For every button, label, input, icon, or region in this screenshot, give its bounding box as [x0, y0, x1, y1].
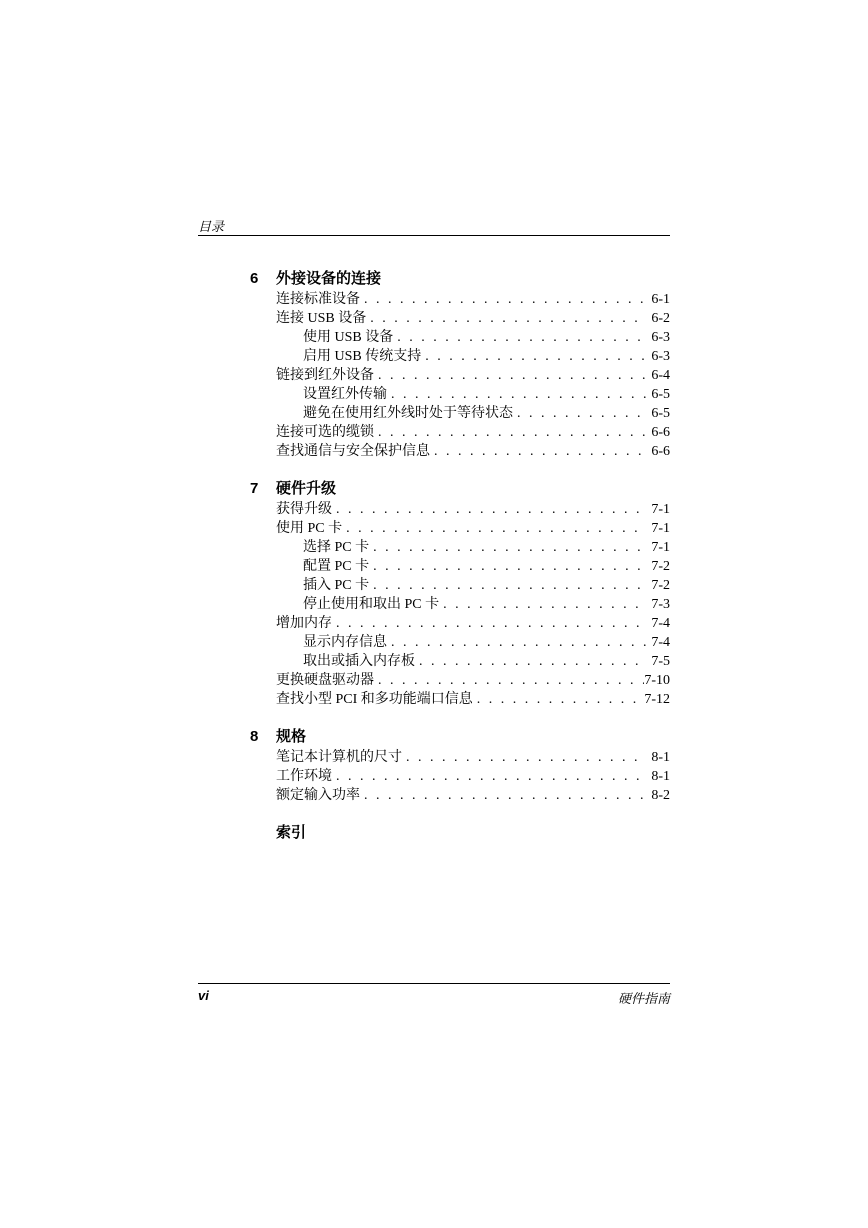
- toc-entry-title: 选择 PC 卡: [303, 540, 370, 555]
- toc-entry[interactable]: [303, 557, 670, 576]
- toc-entry[interactable]: [303, 538, 670, 557]
- toc-entry[interactable]: [303, 595, 670, 614]
- toc-entry-page: 7-2: [651, 559, 670, 574]
- toc-entry-title: 额定输入功率: [276, 788, 360, 803]
- toc-entry-title: 连接 USB 设备: [276, 311, 367, 326]
- toc-entry[interactable]: [303, 652, 670, 671]
- dot-leader: [430, 442, 646, 461]
- chapter-title: 规格: [276, 728, 307, 745]
- toc-entry-title: 获得升级: [276, 502, 332, 517]
- toc-entry-title: 使用 USB 设备: [303, 330, 394, 345]
- toc-entry-title: 工作环境: [276, 769, 332, 784]
- toc-entry[interactable]: [276, 671, 670, 690]
- toc-entry[interactable]: [303, 404, 670, 423]
- toc-entry-page: 6-1: [651, 292, 670, 307]
- chapter-section: [250, 268, 670, 461]
- toc-entry[interactable]: [276, 290, 670, 309]
- toc-entry[interactable]: [276, 519, 670, 538]
- toc-entry-page: 7-4: [651, 616, 670, 631]
- dot-leader: [421, 347, 646, 366]
- chapter-number: 7: [250, 480, 259, 497]
- dot-leader: [387, 633, 646, 652]
- chapter-heading[interactable]: [250, 268, 670, 290]
- toc-entry[interactable]: [276, 500, 670, 519]
- dot-leader: [332, 500, 646, 519]
- toc-entry-title: 设置红外传输: [303, 387, 387, 402]
- dot-leader: [342, 519, 646, 538]
- chapter-number: [250, 822, 276, 844]
- toc-entry-page: 8-1: [651, 750, 670, 765]
- dot-leader: [369, 576, 646, 595]
- toc-entry[interactable]: [276, 786, 670, 805]
- toc-entry-page: 7-5: [651, 654, 670, 669]
- chapter-number: 6: [250, 270, 259, 287]
- toc-entry-page: 7-1: [651, 521, 670, 536]
- dot-leader: [332, 614, 646, 633]
- toc-entry[interactable]: [276, 614, 670, 633]
- page-number: vi: [198, 988, 209, 1003]
- toc-entry[interactable]: [276, 442, 670, 461]
- dot-leader: [332, 767, 646, 786]
- chapter-heading[interactable]: [250, 726, 670, 748]
- toc-entry-title: 取出或插入内存板: [303, 654, 415, 669]
- chapter-section: [250, 822, 670, 844]
- chapter-title: 硬件升级: [276, 480, 337, 497]
- running-header: 目录: [198, 219, 225, 234]
- chapter-number: 8: [250, 728, 259, 745]
- toc-entry-title: 链接到红外设备: [276, 368, 374, 383]
- toc-entry-page: 6-2: [651, 311, 670, 326]
- toc-entry[interactable]: [303, 347, 670, 366]
- toc-entry[interactable]: [276, 423, 670, 442]
- toc-entry[interactable]: [303, 633, 670, 652]
- toc-entry-page: 6-6: [651, 425, 670, 440]
- toc-entry-page: 7-4: [651, 635, 670, 650]
- toc-entry-title: 连接可选的缆锁: [276, 425, 374, 440]
- toc-entry[interactable]: [276, 748, 670, 767]
- toc-entry-page: 6-5: [651, 387, 670, 402]
- chapter-title: 外接设备的连接: [276, 270, 382, 287]
- footer-rule: [198, 983, 670, 984]
- dot-leader: [387, 385, 646, 404]
- toc-entry-title: 插入 PC 卡: [303, 578, 370, 593]
- toc-entry-page: 7-1: [651, 502, 670, 517]
- toc-entry-page: 7-10: [644, 673, 670, 688]
- dot-leader: [402, 748, 646, 767]
- toc-entry-title: 配置 PC 卡: [303, 559, 370, 574]
- toc-entry[interactable]: [276, 767, 670, 786]
- dot-leader: [360, 290, 646, 309]
- table-of-contents: [250, 268, 670, 861]
- dot-leader: [360, 786, 646, 805]
- dot-leader: [473, 690, 645, 709]
- chapter-section: [250, 478, 670, 709]
- toc-entry-title: 连接标准设备: [276, 292, 360, 307]
- toc-entry[interactable]: [303, 328, 670, 347]
- toc-entry[interactable]: [276, 690, 670, 709]
- toc-entry-title: 启用 USB 传统支持: [303, 349, 422, 364]
- toc-entry-page: 7-2: [651, 578, 670, 593]
- toc-entry-title: 查找通信与安全保护信息: [276, 444, 430, 459]
- toc-entry-title: 更换硬盘驱动器: [276, 673, 374, 688]
- dot-leader: [369, 538, 646, 557]
- toc-entry-title: 使用 PC 卡: [276, 521, 343, 536]
- book-title: 硬件指南: [617, 991, 670, 1006]
- dot-leader: [415, 652, 646, 671]
- header-rule: [198, 235, 670, 236]
- toc-entry-page: 6-6: [651, 444, 670, 459]
- toc-entry-page: 7-12: [644, 692, 670, 707]
- dot-leader: [439, 595, 646, 614]
- chapter-heading[interactable]: [250, 478, 670, 500]
- dot-leader: [369, 557, 646, 576]
- dot-leader: [366, 309, 646, 328]
- dot-leader: [513, 404, 646, 423]
- toc-entry-title: 显示内存信息: [303, 635, 387, 650]
- dot-leader: [374, 423, 646, 442]
- toc-entry[interactable]: [303, 576, 670, 595]
- toc-entry[interactable]: [276, 366, 670, 385]
- toc-entry-title: 增加内存: [276, 616, 332, 631]
- toc-entry[interactable]: [303, 385, 670, 404]
- toc-entry-page: 6-5: [651, 406, 670, 421]
- toc-entry-page: 6-3: [651, 330, 670, 345]
- toc-entry-title: 停止使用和取出 PC 卡: [303, 597, 440, 612]
- toc-entry-page: 6-3: [651, 349, 670, 364]
- toc-entry-page: 7-1: [651, 540, 670, 555]
- toc-entry-page: 8-1: [651, 769, 670, 784]
- dot-leader: [374, 671, 644, 690]
- toc-entry[interactable]: [276, 309, 670, 328]
- toc-entry-title: 避免在使用红外线时处于等待状态: [303, 406, 513, 421]
- chapter-heading[interactable]: [250, 822, 670, 844]
- toc-entry-page: 6-4: [651, 368, 670, 383]
- toc-entry-title: 查找小型 PCI 和多功能端口信息: [276, 692, 473, 707]
- toc-entry-page: 8-2: [651, 788, 670, 803]
- toc-entry-title: 笔记本计算机的尺寸: [276, 750, 402, 765]
- toc-entry-page: 7-3: [651, 597, 670, 612]
- chapter-title: 索引: [276, 824, 307, 841]
- dot-leader: [374, 366, 646, 385]
- chapter-section: [250, 726, 670, 805]
- dot-leader: [393, 328, 646, 347]
